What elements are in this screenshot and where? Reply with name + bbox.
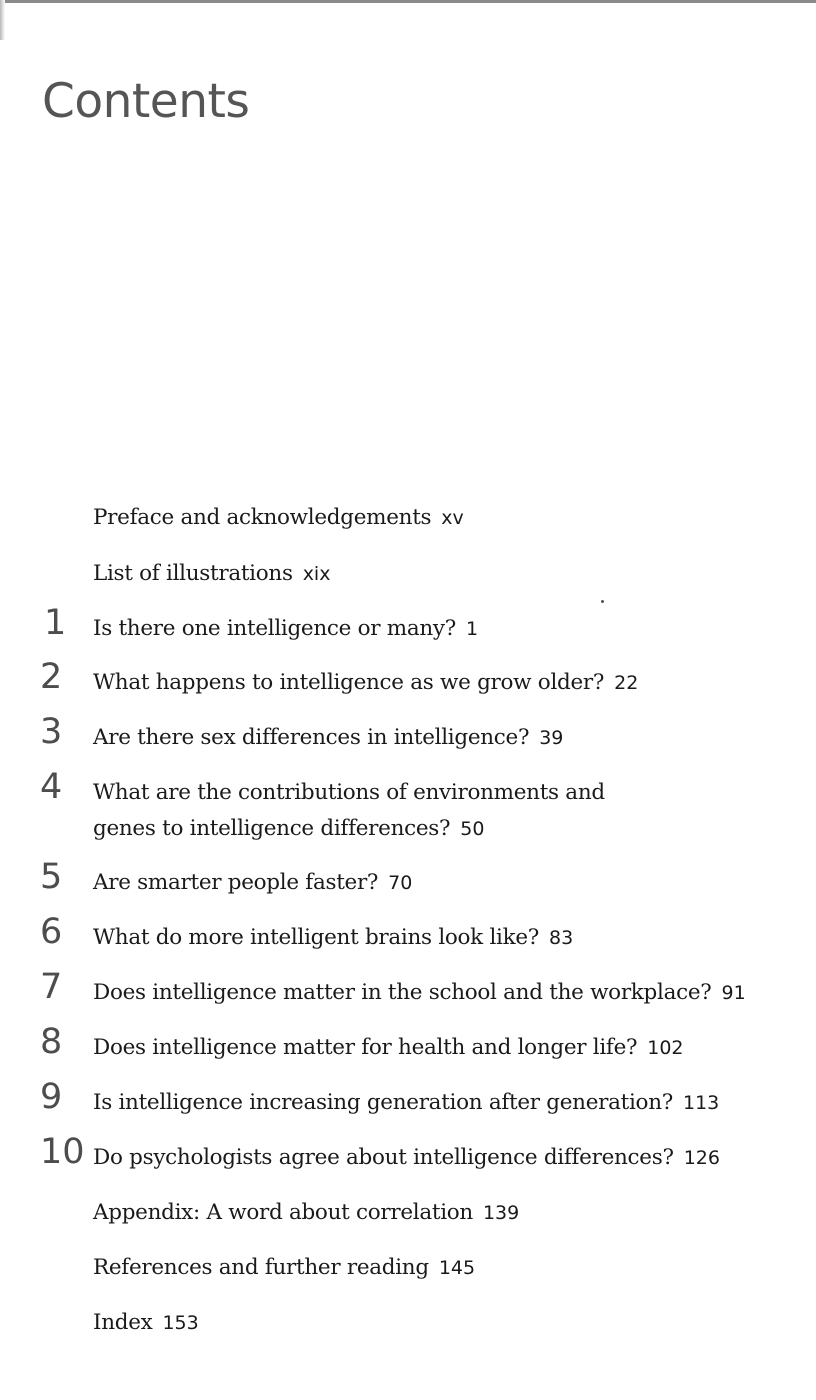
toc-entry-text bbox=[93, 975, 783, 1011]
toc-entry-illustrations[interactable] bbox=[0, 548, 790, 600]
toc-entry-page: 91 bbox=[721, 982, 746, 1004]
chapter-number: 2 bbox=[40, 657, 63, 697]
toc-chapter-10[interactable] bbox=[0, 1132, 790, 1184]
toc-entry-page: 22 bbox=[614, 672, 639, 694]
chapter-number: 9 bbox=[40, 1077, 63, 1117]
toc-entry-page: 1 bbox=[466, 618, 479, 640]
toc-entry-title: List of illustrations bbox=[93, 561, 293, 586]
page-edge-shadow bbox=[0, 0, 5, 40]
toc-chapter-1[interactable] bbox=[0, 603, 790, 655]
chapter-number: 1 bbox=[44, 603, 67, 643]
chapter-number: 3 bbox=[40, 712, 63, 752]
page-title: Contents bbox=[42, 74, 250, 129]
toc-entry-page: 102 bbox=[647, 1037, 684, 1059]
toc-chapter-5[interactable] bbox=[0, 857, 790, 909]
toc-chapter-6[interactable] bbox=[0, 912, 790, 964]
toc-entry-page: xv bbox=[441, 507, 464, 529]
toc-entry-text bbox=[93, 920, 783, 956]
toc-entry-page: 39 bbox=[539, 727, 564, 749]
toc-entry-page: 50 bbox=[460, 818, 485, 840]
chapter-number: 5 bbox=[40, 857, 63, 897]
toc-entry-page: 113 bbox=[682, 1092, 720, 1114]
toc-entry-text bbox=[93, 665, 783, 701]
top-edge-rule bbox=[0, 0, 816, 3]
toc-entry-title: Does intelligence matter in the school and the workplace? bbox=[93, 980, 712, 1005]
toc-chapter-7[interactable] bbox=[0, 967, 790, 1019]
toc-entry-title: Are there sex differences in intelligence? bbox=[93, 725, 530, 750]
toc-entry-text bbox=[93, 1085, 783, 1121]
toc-entry-page: 153 bbox=[162, 1312, 199, 1334]
chapter-number: 10 bbox=[40, 1132, 85, 1172]
toc-entry-title: What do more intelligent brains look like? bbox=[93, 925, 539, 950]
chapter-number: 7 bbox=[40, 967, 63, 1007]
toc-entry-text bbox=[93, 500, 783, 536]
toc-entry-page: 70 bbox=[388, 872, 413, 894]
toc-entry-title: References and further reading bbox=[93, 1255, 429, 1280]
toc-entry-page: 126 bbox=[683, 1147, 720, 1169]
toc-chapter-8[interactable] bbox=[0, 1022, 790, 1074]
toc-entry-title: Are smarter people faster? bbox=[93, 870, 379, 895]
toc-entry-text bbox=[93, 611, 783, 647]
toc-chapter-2[interactable] bbox=[0, 657, 790, 709]
toc-entry-title: Does intelligence matter for health and longer life? bbox=[93, 1035, 638, 1060]
toc-entry-title: What happens to intelligence as we grow older? bbox=[93, 670, 605, 695]
toc-entry-text bbox=[93, 1250, 783, 1286]
toc-entry-references[interactable] bbox=[0, 1242, 790, 1294]
toc-entry-title: Is there one intelligence or many? bbox=[93, 616, 456, 641]
toc-entry-title: Appendix: A word about correlation bbox=[93, 1200, 473, 1225]
toc-chapter-9[interactable] bbox=[0, 1077, 790, 1129]
toc-entry-page: xix bbox=[302, 563, 331, 585]
toc-entry-text bbox=[93, 1140, 783, 1176]
toc-entry-page: 83 bbox=[548, 927, 574, 949]
toc-chapter-4[interactable] bbox=[0, 767, 790, 857]
toc-entry-appendix[interactable] bbox=[0, 1187, 790, 1239]
toc-entry-title: Preface and acknowledgements bbox=[93, 505, 432, 530]
chapter-number: 8 bbox=[40, 1022, 63, 1062]
toc-entry-text bbox=[93, 1195, 783, 1231]
toc-entry-page: 145 bbox=[438, 1257, 476, 1279]
toc-entry-text bbox=[93, 1305, 783, 1341]
toc-entry-text bbox=[93, 720, 783, 756]
toc-entry-text bbox=[93, 865, 783, 901]
toc-entry-page: 139 bbox=[482, 1202, 520, 1224]
chapter-number: 4 bbox=[40, 767, 63, 807]
toc-chapter-3[interactable] bbox=[0, 712, 790, 764]
chapter-number: 6 bbox=[40, 912, 63, 952]
toc-entry-title: Do psychologists agree about intelligence differences? bbox=[93, 1145, 674, 1170]
print-speck bbox=[601, 600, 604, 603]
toc-entry-text bbox=[93, 556, 783, 592]
toc-entry-title: What are the contributions of environments and genes to intelligence differences? bbox=[93, 780, 605, 841]
toc-entry-text bbox=[93, 1030, 783, 1066]
toc-entry-preface[interactable] bbox=[0, 492, 790, 544]
toc-entry-title: Is intelligence increasing generation after generation? bbox=[93, 1090, 673, 1115]
toc-entry-text bbox=[93, 775, 633, 847]
toc-entry-title: Index bbox=[93, 1310, 153, 1335]
toc-entry-index[interactable] bbox=[0, 1297, 790, 1349]
